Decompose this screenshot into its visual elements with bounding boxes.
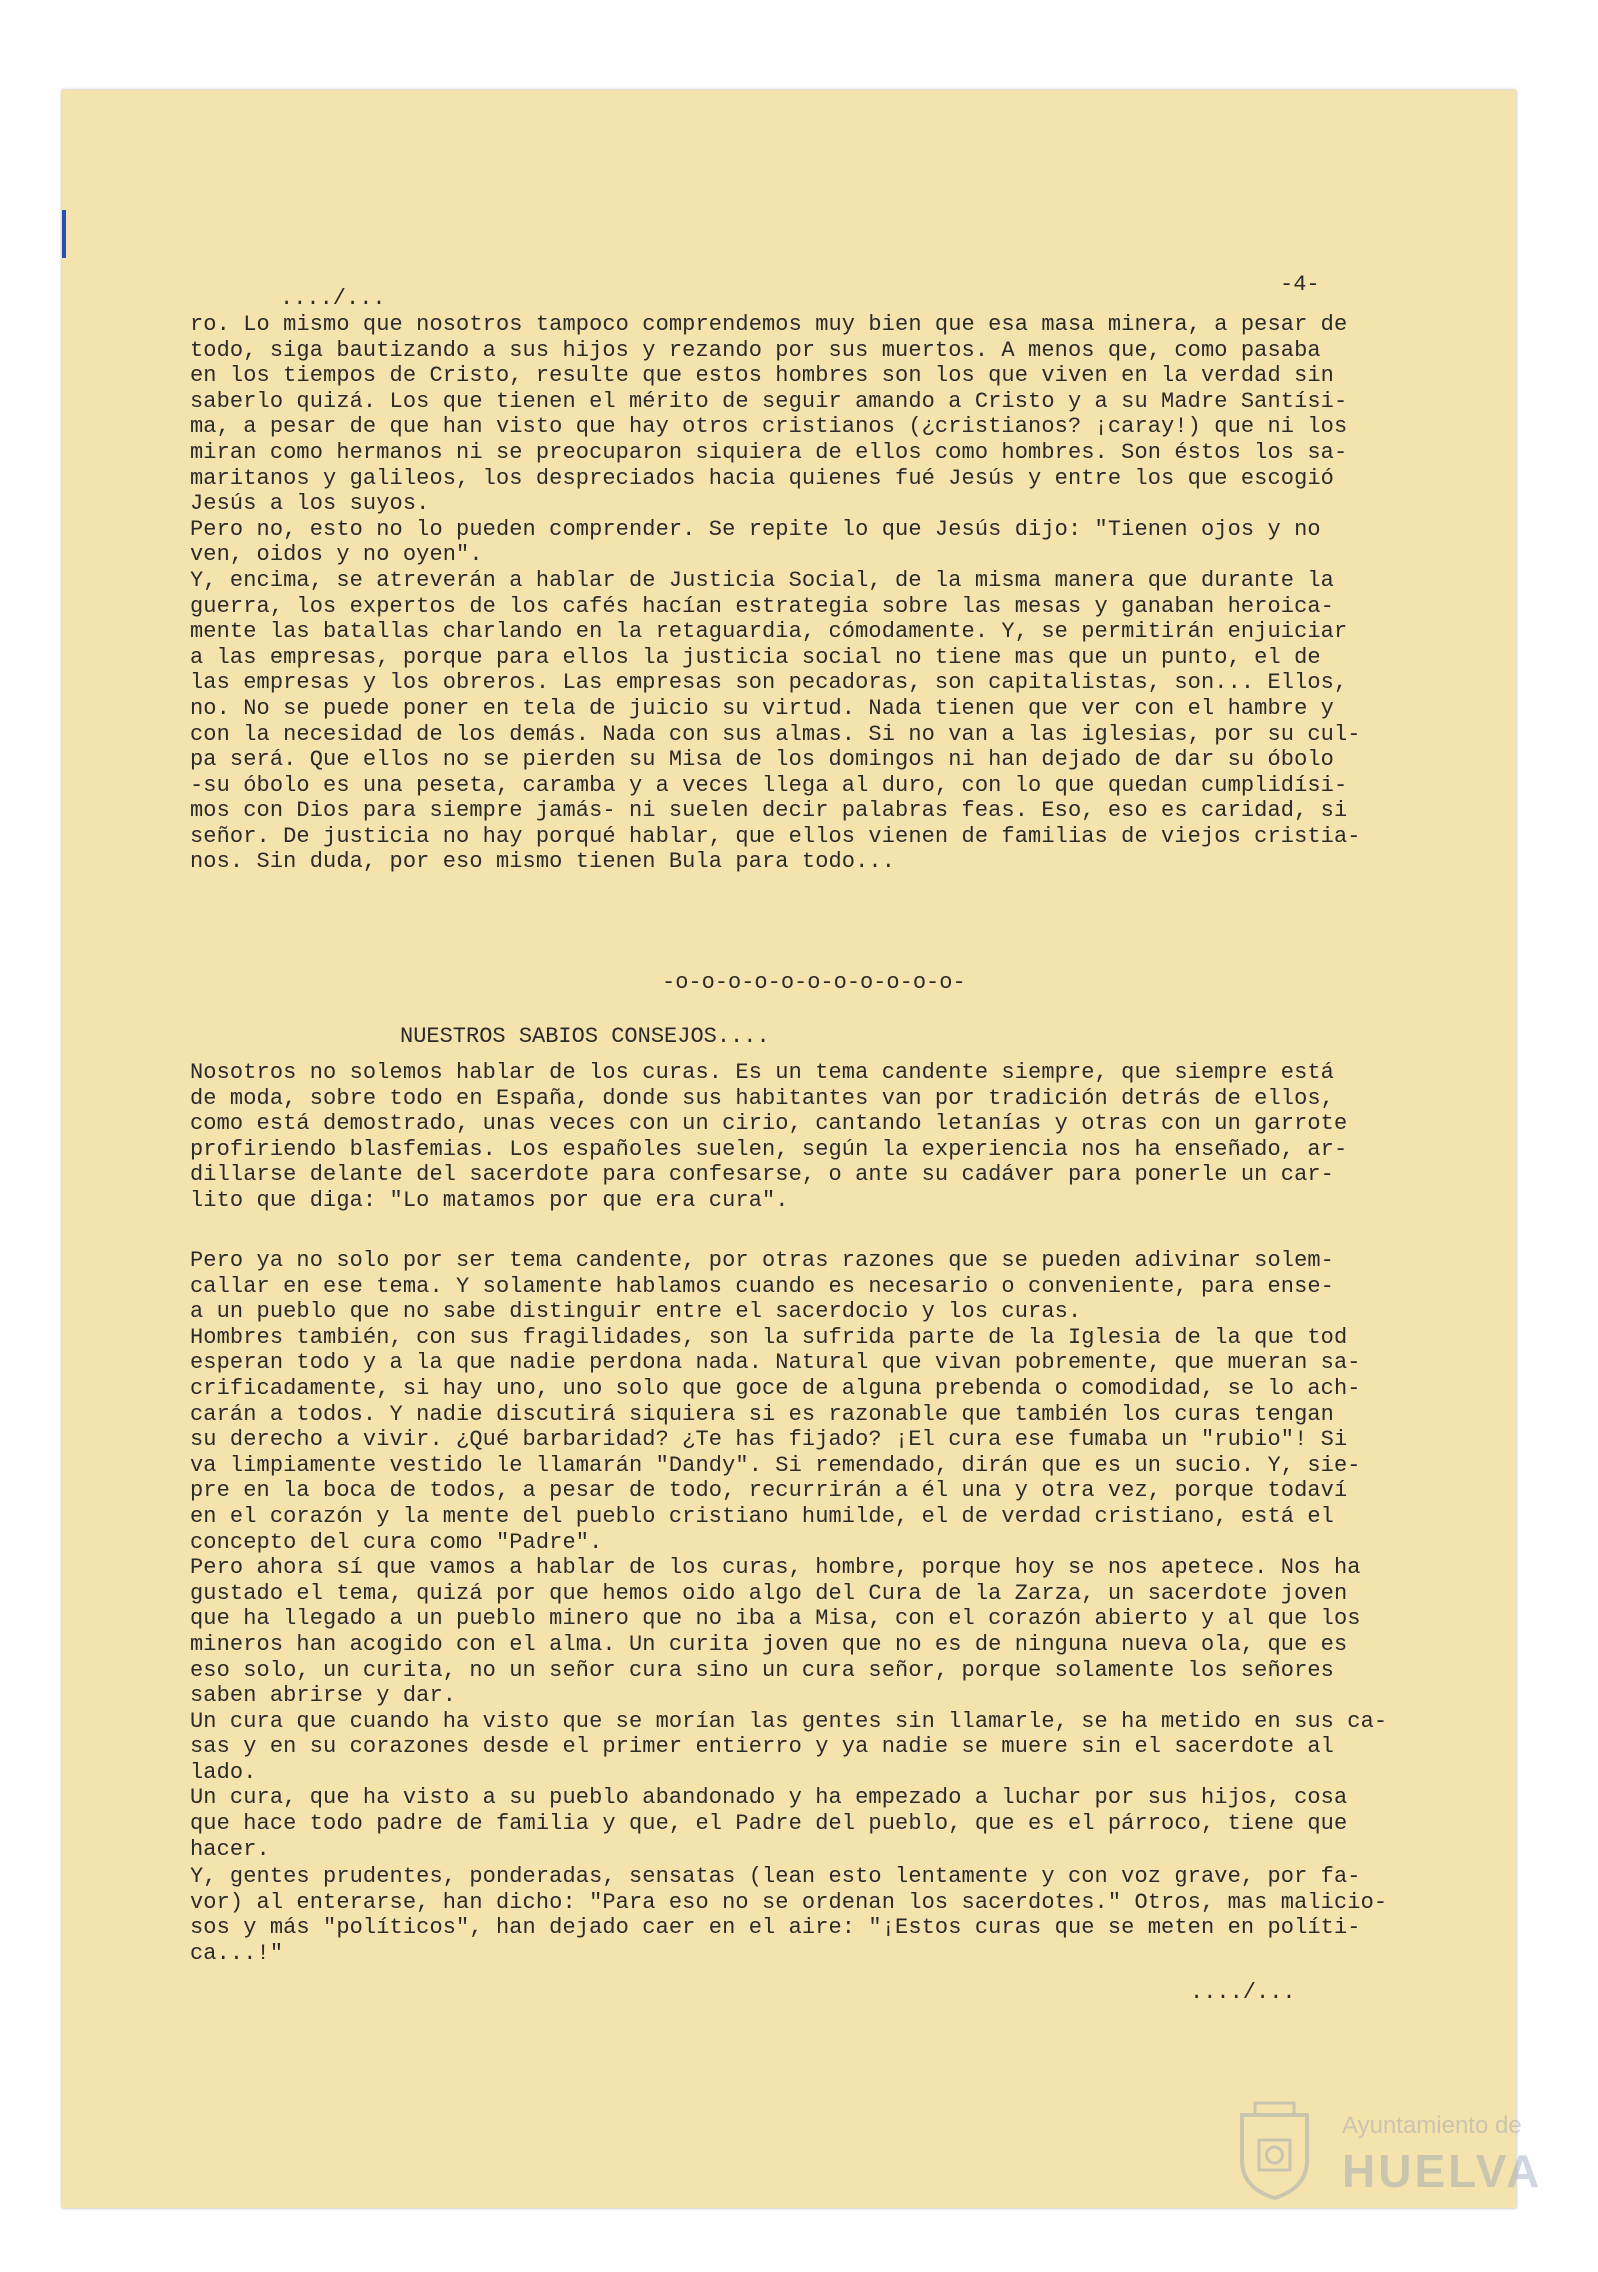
text-line: eso solo, un curita, no un señor cura sino un cura señor, porque solamente los señores xyxy=(190,1657,1334,1683)
text-line: vor) al enterarse, han dicho: "Para eso no se ordenan los sacerdotes." Otros, mas malicio- xyxy=(190,1889,1388,1915)
document-page xyxy=(62,90,1543,2208)
text-line: saberlo quizá. Los que tienen el mérito de seguir amando a Cristo y a su Madre Santísi- xyxy=(190,388,1348,414)
text-line: esperan todo y a la que nadie perdona nada. Natural que vivan pobremente, que mueran sa- xyxy=(190,1350,1361,1376)
text-line: ca...!" xyxy=(190,1940,284,1966)
text-line: va limpiamente vestido le llamarán "Dandy". Si remendado, dirán que es un sucio. Y, sie- xyxy=(190,1452,1361,1478)
text-line: todo, siga bautizando a sus hijos y rezando por sus muertos. A menos que, como pasaba xyxy=(190,337,1321,363)
text-line: su derecho a vivir. ¿Qué barbaridad? ¿Te has fijado? ¡El cura ese fumaba un "rubio"! Si xyxy=(190,1427,1348,1453)
page-number: -4- xyxy=(1280,272,1320,297)
text-line: como está demostrado, unas veces con un cirio, cantando letanías y otras con un garrote xyxy=(190,1111,1348,1137)
watermark-line2: HUELVA xyxy=(1342,2145,1543,2197)
text-line: carán a todos. Y nadie discutirá siquiera si es razonable que también los curas tengan xyxy=(190,1401,1334,1427)
text-line: -su óbolo es una peseta, caramba y a veces llega al duro, con lo que quedan cumplidísi- xyxy=(190,772,1348,798)
blue-ink-mark xyxy=(62,210,66,258)
text-line: no. No se puede poner en tela de juicio su virtud. Nada tienen que ver con el hambre y xyxy=(190,695,1334,721)
text-block-4 xyxy=(190,1864,1490,1966)
text-line: gustado el tema, quizá por que hemos oido algo del Cura de la Zarza, un sacerdote joven xyxy=(190,1580,1348,1606)
text-line: Y, gentes prudentes, ponderadas, sensatas (lean esto lentamente y con voz grave, por fa- xyxy=(190,1864,1361,1889)
section-heading: NUESTROS SABIOS CONSEJOS.... xyxy=(400,1024,770,1049)
text-line: Pero ya no solo por ser tema candente, por otras razones que se pueden adivinar solem- xyxy=(190,1248,1334,1273)
text-line: mente las batallas charlando en la retaguardia, cómodamente. Y, se permitirán enjuiciar xyxy=(190,619,1348,645)
city-shield-icon xyxy=(1237,2100,1312,2200)
text-line: nos. Sin duda, por eso mismo tienen Bula para todo... xyxy=(190,849,896,875)
text-line: profiriendo blasfemias. Los españoles suelen, según la experiencia nos ha enseñado, ar- xyxy=(190,1136,1348,1162)
text-line: pre en la boca de todos, a pesar de todo, recurrirán a él una y otra vez, porque todaví xyxy=(190,1478,1348,1504)
text-line: Y, encima, se atreverán a hablar de Justicia Social, de la misma manera que durante la xyxy=(190,567,1334,593)
text-line: Pero ahora sí que vamos a hablar de los curas, hombre, porque hoy se nos apetece. Nos ha xyxy=(190,1555,1361,1581)
watermark-logo xyxy=(1182,2100,1543,2210)
text-line: de moda, sobre todo en España, donde sus habitantes van por tradición detrás de ellos, xyxy=(190,1085,1334,1111)
text-line: lado. xyxy=(190,1759,257,1785)
text-line: miran como hermanos ni se preocuparon siquiera de ellos como hombres. Son éstos los sa- xyxy=(190,439,1348,465)
text-line: lito que diga: "Lo matamos por que era cura". xyxy=(190,1187,789,1213)
text-line: ma, a pesar de que han visto que hay otros cristianos (¿cristianos? ¡caray!) que ni los xyxy=(190,414,1348,440)
separator-line: -o-o-o-o-o-o-o-o-o-o-o- xyxy=(662,970,966,995)
text-line: callar en ese tema. Y solamente hablamos cuando es necesario o conveniente, para ense- xyxy=(190,1273,1334,1299)
text-line: Un cura, que ha visto a su pueblo abandonado y ha empezado a luchar por sus hijos, cosa xyxy=(190,1785,1348,1811)
text-line: hacer. xyxy=(190,1836,270,1862)
text-line: saben abrirse y dar. xyxy=(190,1683,457,1709)
continuation-bottom: ..../... xyxy=(1190,1980,1296,2005)
text-line: concepto del cura como "Padre". xyxy=(190,1529,603,1555)
text-block-1 xyxy=(190,312,1490,875)
text-line: sos y más "políticos", han dejado caer en el aire: "¡Estos curas que se meten en políti- xyxy=(190,1915,1361,1941)
continuation-top: ..../... xyxy=(280,286,386,311)
text-line: Un cura que cuando ha visto que se morían las gentes sin llamarle, se ha metido en sus ca- xyxy=(190,1708,1388,1734)
text-line: que hace todo padre de familia y que, el Padre del pueblo, que es el párroco, tiene que xyxy=(190,1811,1348,1837)
text-line: mos con Dios para siempre jamás- ni suelen decir palabras feas. Eso, eso es caridad, si xyxy=(190,798,1348,824)
text-block-3 xyxy=(190,1248,1490,1862)
text-line: señor. De justicia no hay porqué hablar, que ellos vienen de familias de viejos cristia- xyxy=(190,823,1361,849)
text-line: con la necesidad de los demás. Nada con sus almas. Si no van a las iglesias, por su cul- xyxy=(190,721,1361,747)
text-line: a un pueblo que no sabe distinguir entre el sacerdocio y los curas. xyxy=(190,1299,1082,1325)
text-line: sas y en su corazones desde el primer entierro y ya nadie se muere sin el sacerdote al xyxy=(190,1734,1334,1760)
text-line: guerra, los expertos de los cafés hacían estrategia sobre las mesas y ganaban heroica- xyxy=(190,593,1334,619)
text-line: que ha llegado a un pueblo minero que no iba a Misa, con el corazón abierto y al que los xyxy=(190,1606,1361,1632)
text-line: crificadamente, si hay uno, uno solo que goce de alguna prebenda o comodidad, se lo ach- xyxy=(190,1375,1361,1401)
text-line: ven, oidos y no oyen". xyxy=(190,542,483,568)
text-block-2 xyxy=(190,1060,1490,1214)
text-line: Pero no, esto no lo pueden comprender. Se repite lo que Jesús dijo: "Tienen ojos y no xyxy=(190,516,1321,542)
text-line: Hombres también, con sus fragilidades, son la sufrida parte de la Iglesia de la que tod xyxy=(190,1324,1348,1350)
watermark-line1: Ayuntamiento de xyxy=(1342,2112,1522,2139)
text-line: mineros han acogido con el alma. Un curita joven que no es de ninguna nueva ola, que es xyxy=(190,1631,1348,1657)
text-line: las empresas y los obreros. Las empresas son pecadoras, son capitalistas, son... Ellos, xyxy=(190,670,1348,696)
text-line: en los tiempos de Cristo, resulte que estos hombres son los que viven en la verdad sin xyxy=(190,363,1334,389)
text-line: maritanos y galileos, los despreciados hacia quienes fué Jesús y entre los que escogió xyxy=(190,465,1334,491)
text-line: en el corazón y la mente del pueblo cristiano humilde, el de verdad cristiano, está el xyxy=(190,1503,1334,1529)
text-line: Nosotros no solemos hablar de los curas. Es un tema candente siempre, que siempre está xyxy=(190,1060,1334,1085)
text-line: dillarse delante del sacerdote para confesarse, o ante su cadáver para ponerle un car- xyxy=(190,1162,1334,1188)
text-line: ro. Lo mismo que nosotros tampoco comprendemos muy bien que esa masa minera, a pesar de xyxy=(190,312,1348,337)
text-line: pa será. Que ellos no se pierden su Misa de los domingos ni han dejado de dar su óbolo xyxy=(190,747,1334,773)
text-line: a las empresas, porque para ellos la justicia social no tiene mas que un punto, el de xyxy=(190,644,1321,670)
text-line: Jesús a los suyos. xyxy=(190,491,430,517)
